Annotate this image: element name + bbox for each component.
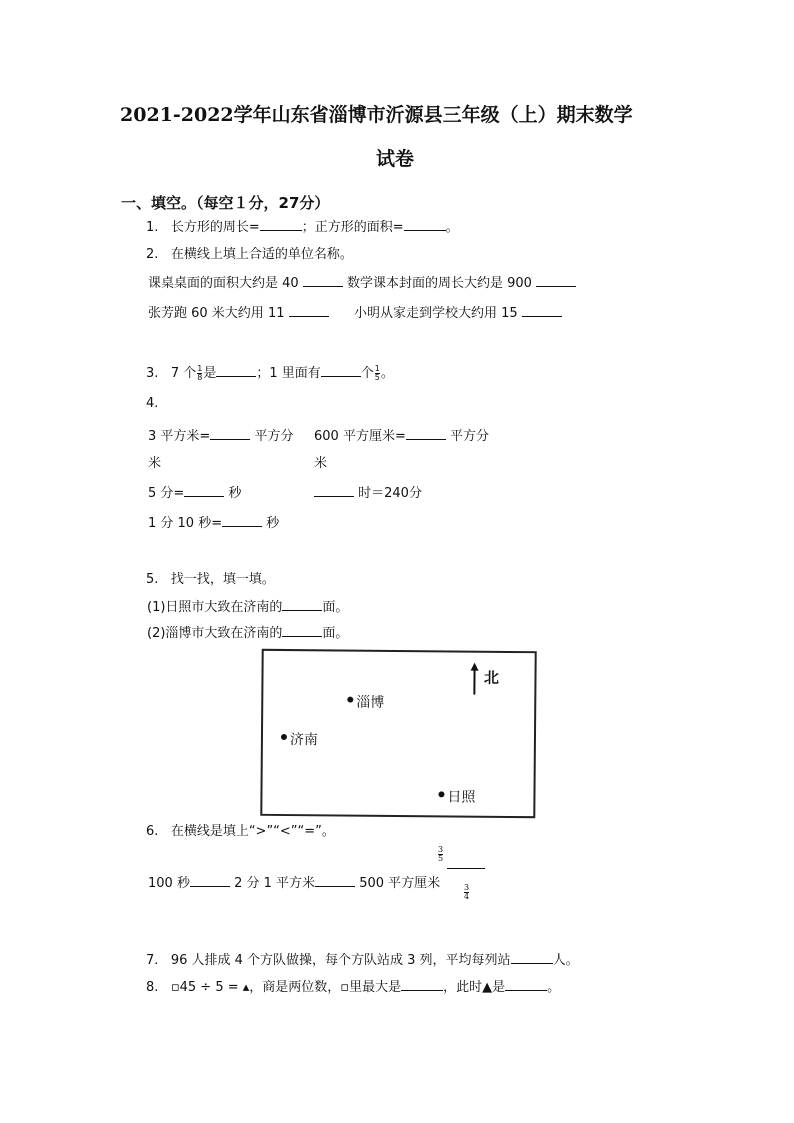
question-text: 在横线上填上合适的单位名称。: [170, 247, 353, 262]
question-6: [146, 820, 335, 839]
location-dot-icon: [438, 791, 444, 797]
comparison-row: 100 秒 2 分 1 平方米 500 平方厘米: [148, 876, 441, 891]
question-number: 8.: [146, 980, 159, 995]
north-indicator: 北: [469, 663, 499, 695]
fraction-compare: [437, 846, 497, 912]
question-1: [146, 216, 459, 235]
question-5-sub-2: (2)淄博市大致在济南的 面。: [147, 626, 349, 641]
question-number: 3.: [146, 366, 159, 381]
answer-blank[interactable]: [216, 364, 256, 377]
question-3: [146, 362, 394, 382]
question-text: 人。: [552, 953, 579, 968]
fraction: $\frac{3}{5}$: [438, 845, 444, 863]
question-8: [146, 976, 560, 995]
question-number: 1.: [146, 220, 159, 235]
question-5: [146, 568, 275, 587]
answer-blank[interactable]: [222, 514, 262, 527]
question-text: 在横线是填上“>”“<”“=”。: [170, 824, 335, 839]
question-7: [146, 949, 579, 968]
question-text: 。: [380, 366, 394, 381]
answer-blank[interactable]: [321, 364, 361, 377]
answer-blank[interactable]: [289, 304, 329, 317]
fraction: $\frac{1}{8}$: [197, 364, 203, 382]
question-text: ▫45 ÷ 5 = ▴，商是两位数，▫里最大是: [170, 980, 402, 995]
question-text: 数学课本封面的周长大约是 900: [346, 276, 532, 291]
answer-blank[interactable]: [522, 304, 562, 317]
answer-blank[interactable]: [401, 978, 443, 991]
answer-blank[interactable]: [190, 874, 230, 887]
question-text: 7 个: [170, 366, 197, 381]
page-title-line2: 试卷: [376, 148, 415, 170]
city-zibo: 淄博: [347, 692, 384, 712]
section-heading: 一、填空。（每空１分，27分）: [121, 194, 330, 212]
conversion-2-unit-wrap: 米: [314, 456, 328, 471]
direction-map: [260, 649, 536, 818]
conversion-3: 5 分= 秒: [148, 486, 242, 501]
question-text: 小明从家走到学校大约用 15: [354, 306, 518, 321]
conversion-4: 时＝240分: [314, 482, 422, 501]
answer-blank[interactable]: [303, 274, 343, 287]
answer-blank[interactable]: [282, 624, 322, 637]
question-2: [146, 243, 353, 262]
answer-blank[interactable]: [406, 427, 446, 440]
question-text: 长方形的周长=: [170, 220, 260, 235]
question-2-row-2b: [354, 302, 562, 321]
conversion-1-unit-wrap: 米: [148, 456, 162, 471]
conversion-1: 3 平方米= 平方分: [148, 429, 294, 444]
answer-blank[interactable]: [447, 856, 485, 869]
question-text: 是: [203, 366, 217, 381]
question-text: 个: [360, 366, 374, 381]
question-text: ，此时▲是: [443, 980, 506, 995]
question-4-number: 4.: [146, 396, 159, 411]
answer-blank[interactable]: [184, 484, 224, 497]
answer-blank[interactable]: [315, 874, 355, 887]
north-arrow-icon: [469, 663, 479, 695]
answer-blank[interactable]: [314, 484, 354, 497]
conversion-2: 600 平方厘米= 平方分: [314, 429, 489, 444]
question-number: 2.: [146, 247, 159, 262]
question-number: 6.: [146, 824, 159, 839]
city-rizhao: 日照: [438, 786, 475, 806]
answer-blank[interactable]: [282, 598, 322, 611]
question-2-row-2: [148, 302, 329, 321]
location-dot-icon: [281, 734, 287, 740]
answer-blank[interactable]: [505, 978, 547, 991]
city-jinan: 济南: [281, 729, 318, 749]
answer-blank[interactable]: [511, 951, 553, 964]
question-text: 。: [547, 980, 561, 995]
question-text: 。: [445, 220, 459, 235]
fraction: $\frac{1}{5}$: [374, 364, 380, 382]
question-text: 96 人排成 4 个方队做操，每个方队站成 3 列，平均每列站: [170, 953, 511, 968]
question-5-sub-1: (1)日照市大致在济南的 面。: [147, 600, 349, 615]
answer-blank[interactable]: [404, 218, 446, 231]
location-dot-icon: [347, 697, 353, 703]
question-number: 5.: [146, 572, 159, 587]
answer-blank[interactable]: [536, 274, 576, 287]
question-text: ；1 里面有: [256, 366, 321, 381]
question-text: 找一找，填一填。: [170, 572, 275, 587]
page-title: 2021-2022学年山东省淄博市沂源县三年级（上）期末数学: [120, 104, 633, 126]
answer-blank[interactable]: [260, 218, 302, 231]
conversion-5: 1 分 10 秒= 秒: [148, 516, 280, 531]
question-2-row-1: [148, 272, 576, 291]
fraction: $\frac{3}{4}$: [464, 883, 470, 901]
question-text: ；正方形的面积=: [301, 220, 404, 235]
answer-blank[interactable]: [210, 427, 250, 440]
question-text: 课桌桌面的面积大约是 40: [148, 276, 299, 291]
question-text: 张芳跑 60 米大约用 11: [148, 306, 285, 321]
question-number: 7.: [146, 953, 159, 968]
